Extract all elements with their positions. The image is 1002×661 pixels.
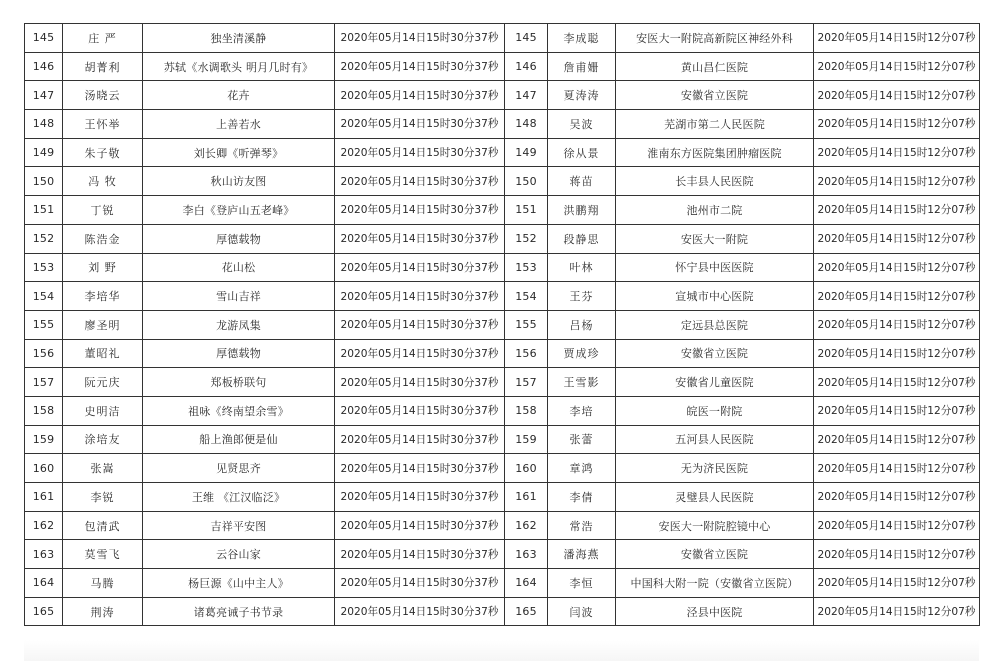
right-number-cell: 156: [505, 339, 548, 368]
left-name-cell: 马腾: [63, 569, 143, 598]
right-number-cell: 146: [505, 52, 548, 81]
left-work-cell: 花山松: [143, 253, 335, 282]
right-time-cell: 2020年05月14日15时12分07秒: [814, 138, 980, 167]
right-hospital-cell: 安医大一附院高新院区神经外科: [616, 24, 814, 53]
right-number-cell: 160: [505, 454, 548, 483]
right-name-cell: 李恒: [548, 569, 616, 598]
table-row: [25, 138, 980, 167]
table-row: [25, 81, 980, 110]
table-row: [25, 454, 980, 483]
left-number-cell: 155: [25, 310, 63, 339]
left-name-cell: 陈浩金: [63, 224, 143, 253]
left-work-cell: 花卉: [143, 81, 335, 110]
table-row: [25, 52, 980, 81]
left-number-cell: 162: [25, 511, 63, 540]
left-work-cell: 苏轼《水调歌头 明月几时有》: [143, 52, 335, 81]
table-row: [25, 24, 980, 53]
right-hospital-cell: 五河县人民医院: [616, 425, 814, 454]
right-name-cell: 闫波: [548, 597, 616, 626]
right-time-cell: 2020年05月14日15时12分07秒: [814, 310, 980, 339]
left-name-cell: 董昭礼: [63, 339, 143, 368]
left-work-cell: 吉祥平安图: [143, 511, 335, 540]
table-row: [25, 368, 980, 397]
right-name-cell: 贾成珍: [548, 339, 616, 368]
right-hospital-cell: 宣城市中心医院: [616, 282, 814, 311]
right-time-cell: 2020年05月14日15时12分07秒: [814, 196, 980, 225]
left-time-cell: 2020年05月14日15时30分37秒: [335, 368, 505, 397]
table-row: [25, 483, 980, 512]
left-number-cell: 147: [25, 81, 63, 110]
left-number-cell: 153: [25, 253, 63, 282]
left-time-cell: 2020年05月14日15时30分37秒: [335, 454, 505, 483]
right-number-cell: 154: [505, 282, 548, 311]
table-row: [25, 396, 980, 425]
right-name-cell: 王雪影: [548, 368, 616, 397]
right-time-cell: 2020年05月14日15时12分07秒: [814, 282, 980, 311]
left-number-cell: 157: [25, 368, 63, 397]
left-time-cell: 2020年05月14日15时30分37秒: [335, 425, 505, 454]
right-number-cell: 153: [505, 253, 548, 282]
left-work-cell: 秋山访友图: [143, 167, 335, 196]
left-number-cell: 148: [25, 110, 63, 139]
left-name-cell: 李锐: [63, 483, 143, 512]
left-name-cell: 庄 严: [63, 24, 143, 53]
right-number-cell: 150: [505, 167, 548, 196]
left-work-cell: 厚德载物: [143, 224, 335, 253]
right-hospital-cell: 安徽省儿童医院: [616, 368, 814, 397]
right-hospital-cell: 怀宁县中医医院: [616, 253, 814, 282]
right-number-cell: 148: [505, 110, 548, 139]
right-hospital-cell: 安徽省立医院: [616, 540, 814, 569]
left-work-cell: 上善若水: [143, 110, 335, 139]
table-row: [25, 167, 980, 196]
left-name-cell: 荆涛: [63, 597, 143, 626]
right-name-cell: 洪鹏翔: [548, 196, 616, 225]
left-name-cell: 莫雪飞: [63, 540, 143, 569]
right-time-cell: 2020年05月14日15时12分07秒: [814, 81, 980, 110]
award-table: [24, 23, 980, 626]
right-name-cell: 段静思: [548, 224, 616, 253]
right-name-cell: 夏涛涛: [548, 81, 616, 110]
right-time-cell: 2020年05月14日15时12分07秒: [814, 253, 980, 282]
right-time-cell: 2020年05月14日15时12分07秒: [814, 167, 980, 196]
left-time-cell: 2020年05月14日15时30分37秒: [335, 396, 505, 425]
right-time-cell: 2020年05月14日15时12分07秒: [814, 339, 980, 368]
left-number-cell: 158: [25, 396, 63, 425]
left-name-cell: 涂培友: [63, 425, 143, 454]
table-row: [25, 196, 980, 225]
right-time-cell: 2020年05月14日15时12分07秒: [814, 511, 980, 540]
right-hospital-cell: 淮南东方医院集团肿瘤医院: [616, 138, 814, 167]
left-number-cell: 163: [25, 540, 63, 569]
left-name-cell: 朱子敬: [63, 138, 143, 167]
left-work-cell: 王维 《江汉临泛》: [143, 483, 335, 512]
right-time-cell: 2020年05月14日15时12分07秒: [814, 224, 980, 253]
right-time-cell: 2020年05月14日15时12分07秒: [814, 597, 980, 626]
left-time-cell: 2020年05月14日15时30分37秒: [335, 196, 505, 225]
right-name-cell: 潘海燕: [548, 540, 616, 569]
right-number-cell: 162: [505, 511, 548, 540]
left-number-cell: 151: [25, 196, 63, 225]
left-name-cell: 廖圣明: [63, 310, 143, 339]
right-name-cell: 吴波: [548, 110, 616, 139]
left-time-cell: 2020年05月14日15时30分37秒: [335, 167, 505, 196]
right-hospital-cell: 黄山昌仁医院: [616, 52, 814, 81]
left-time-cell: 2020年05月14日15时30分37秒: [335, 52, 505, 81]
right-time-cell: 2020年05月14日15时12分07秒: [814, 52, 980, 81]
left-number-cell: 165: [25, 597, 63, 626]
left-number-cell: 154: [25, 282, 63, 311]
left-number-cell: 146: [25, 52, 63, 81]
table-row: [25, 511, 980, 540]
table-row: [25, 597, 980, 626]
left-number-cell: 160: [25, 454, 63, 483]
left-name-cell: 阮元庆: [63, 368, 143, 397]
right-name-cell: 李成聪: [548, 24, 616, 53]
left-number-cell: 164: [25, 569, 63, 598]
left-name-cell: 张嵩: [63, 454, 143, 483]
left-time-cell: 2020年05月14日15时30分37秒: [335, 483, 505, 512]
table-row: [25, 540, 980, 569]
left-time-cell: 2020年05月14日15时30分37秒: [335, 569, 505, 598]
left-time-cell: 2020年05月14日15时30分37秒: [335, 282, 505, 311]
right-time-cell: 2020年05月14日15时12分07秒: [814, 110, 980, 139]
left-number-cell: 145: [25, 24, 63, 53]
right-name-cell: 徐从景: [548, 138, 616, 167]
left-work-cell: 雪山吉祥: [143, 282, 335, 311]
left-work-cell: 刘长卿《听弹琴》: [143, 138, 335, 167]
table-row: [25, 282, 980, 311]
table-row: [25, 110, 980, 139]
right-number-cell: 165: [505, 597, 548, 626]
left-name-cell: 王怀举: [63, 110, 143, 139]
left-number-cell: 150: [25, 167, 63, 196]
left-number-cell: 149: [25, 138, 63, 167]
right-time-cell: 2020年05月14日15时12分07秒: [814, 540, 980, 569]
left-work-cell: 郑板桥联句: [143, 368, 335, 397]
left-number-cell: 152: [25, 224, 63, 253]
left-time-cell: 2020年05月14日15时30分37秒: [335, 310, 505, 339]
left-work-cell: 诸葛亮诫子书节录: [143, 597, 335, 626]
right-time-cell: 2020年05月14日15时12分07秒: [814, 396, 980, 425]
table-body: [25, 24, 980, 626]
table-row: [25, 224, 980, 253]
document-sheet: [24, 23, 979, 626]
right-name-cell: 李倩: [548, 483, 616, 512]
left-work-cell: 李白《登庐山五老峰》: [143, 196, 335, 225]
right-hospital-cell: 中国科大附一院（安徽省立医院）: [616, 569, 814, 598]
right-name-cell: 张蕾: [548, 425, 616, 454]
left-number-cell: 156: [25, 339, 63, 368]
right-number-cell: 158: [505, 396, 548, 425]
left-name-cell: 史明洁: [63, 396, 143, 425]
right-number-cell: 151: [505, 196, 548, 225]
right-hospital-cell: 安医大一附院腔镜中心: [616, 511, 814, 540]
right-hospital-cell: 定远县总医院: [616, 310, 814, 339]
left-name-cell: 胡菁利: [63, 52, 143, 81]
left-name-cell: 包清武: [63, 511, 143, 540]
left-name-cell: 刘 野: [63, 253, 143, 282]
right-number-cell: 163: [505, 540, 548, 569]
right-name-cell: 叶林: [548, 253, 616, 282]
left-work-cell: 云谷山家: [143, 540, 335, 569]
right-hospital-cell: 泾县中医院: [616, 597, 814, 626]
right-hospital-cell: 无为济民医院: [616, 454, 814, 483]
table-row: [25, 569, 980, 598]
right-number-cell: 159: [505, 425, 548, 454]
right-time-cell: 2020年05月14日15时12分07秒: [814, 569, 980, 598]
right-time-cell: 2020年05月14日15时12分07秒: [814, 24, 980, 53]
left-time-cell: 2020年05月14日15时30分37秒: [335, 110, 505, 139]
left-name-cell: 丁锐: [63, 196, 143, 225]
right-hospital-cell: 灵璧县人民医院: [616, 483, 814, 512]
right-time-cell: 2020年05月14日15时12分07秒: [814, 454, 980, 483]
table-row: [25, 253, 980, 282]
table-row: [25, 425, 980, 454]
right-name-cell: 吕杨: [548, 310, 616, 339]
left-time-cell: 2020年05月14日15时30分37秒: [335, 597, 505, 626]
left-work-cell: 龙游凤集: [143, 310, 335, 339]
right-time-cell: 2020年05月14日15时12分07秒: [814, 425, 980, 454]
left-time-cell: 2020年05月14日15时30分37秒: [335, 224, 505, 253]
left-time-cell: 2020年05月14日15时30分37秒: [335, 339, 505, 368]
right-time-cell: 2020年05月14日15时12分07秒: [814, 368, 980, 397]
right-number-cell: 155: [505, 310, 548, 339]
left-time-cell: 2020年05月14日15时30分37秒: [335, 81, 505, 110]
left-work-cell: 厚德载物: [143, 339, 335, 368]
left-name-cell: 冯 牧: [63, 167, 143, 196]
left-time-cell: 2020年05月14日15时30分37秒: [335, 253, 505, 282]
right-number-cell: 147: [505, 81, 548, 110]
right-hospital-cell: 安徽省立医院: [616, 339, 814, 368]
left-time-cell: 2020年05月14日15时30分37秒: [335, 24, 505, 53]
left-work-cell: 见贤思齐: [143, 454, 335, 483]
left-work-cell: 杨巨源《山中主人》: [143, 569, 335, 598]
right-name-cell: 章鸿: [548, 454, 616, 483]
left-work-cell: 祖咏《终南望余雪》: [143, 396, 335, 425]
right-hospital-cell: 长丰县人民医院: [616, 167, 814, 196]
table-row: [25, 310, 980, 339]
right-number-cell: 145: [505, 24, 548, 53]
left-number-cell: 161: [25, 483, 63, 512]
right-number-cell: 164: [505, 569, 548, 598]
right-time-cell: 2020年05月14日15时12分07秒: [814, 483, 980, 512]
left-work-cell: 独坐清溪静: [143, 24, 335, 53]
right-hospital-cell: 安徽省立医院: [616, 81, 814, 110]
right-hospital-cell: 安医大一附院: [616, 224, 814, 253]
left-name-cell: 李培华: [63, 282, 143, 311]
left-name-cell: 汤晓云: [63, 81, 143, 110]
page-bottom-margin: [24, 640, 979, 661]
table-row: [25, 339, 980, 368]
right-number-cell: 149: [505, 138, 548, 167]
right-number-cell: 152: [505, 224, 548, 253]
right-name-cell: 常浩: [548, 511, 616, 540]
right-number-cell: 161: [505, 483, 548, 512]
right-name-cell: 詹甫姗: [548, 52, 616, 81]
right-hospital-cell: 皖医一附院: [616, 396, 814, 425]
right-name-cell: 李培: [548, 396, 616, 425]
left-time-cell: 2020年05月14日15时30分37秒: [335, 540, 505, 569]
right-name-cell: 蒋苗: [548, 167, 616, 196]
left-time-cell: 2020年05月14日15时30分37秒: [335, 511, 505, 540]
left-number-cell: 159: [25, 425, 63, 454]
right-hospital-cell: 芜湖市第二人民医院: [616, 110, 814, 139]
right-hospital-cell: 池州市二院: [616, 196, 814, 225]
right-name-cell: 王芬: [548, 282, 616, 311]
left-time-cell: 2020年05月14日15时30分37秒: [335, 138, 505, 167]
left-work-cell: 船上渔郎便是仙: [143, 425, 335, 454]
right-number-cell: 157: [505, 368, 548, 397]
